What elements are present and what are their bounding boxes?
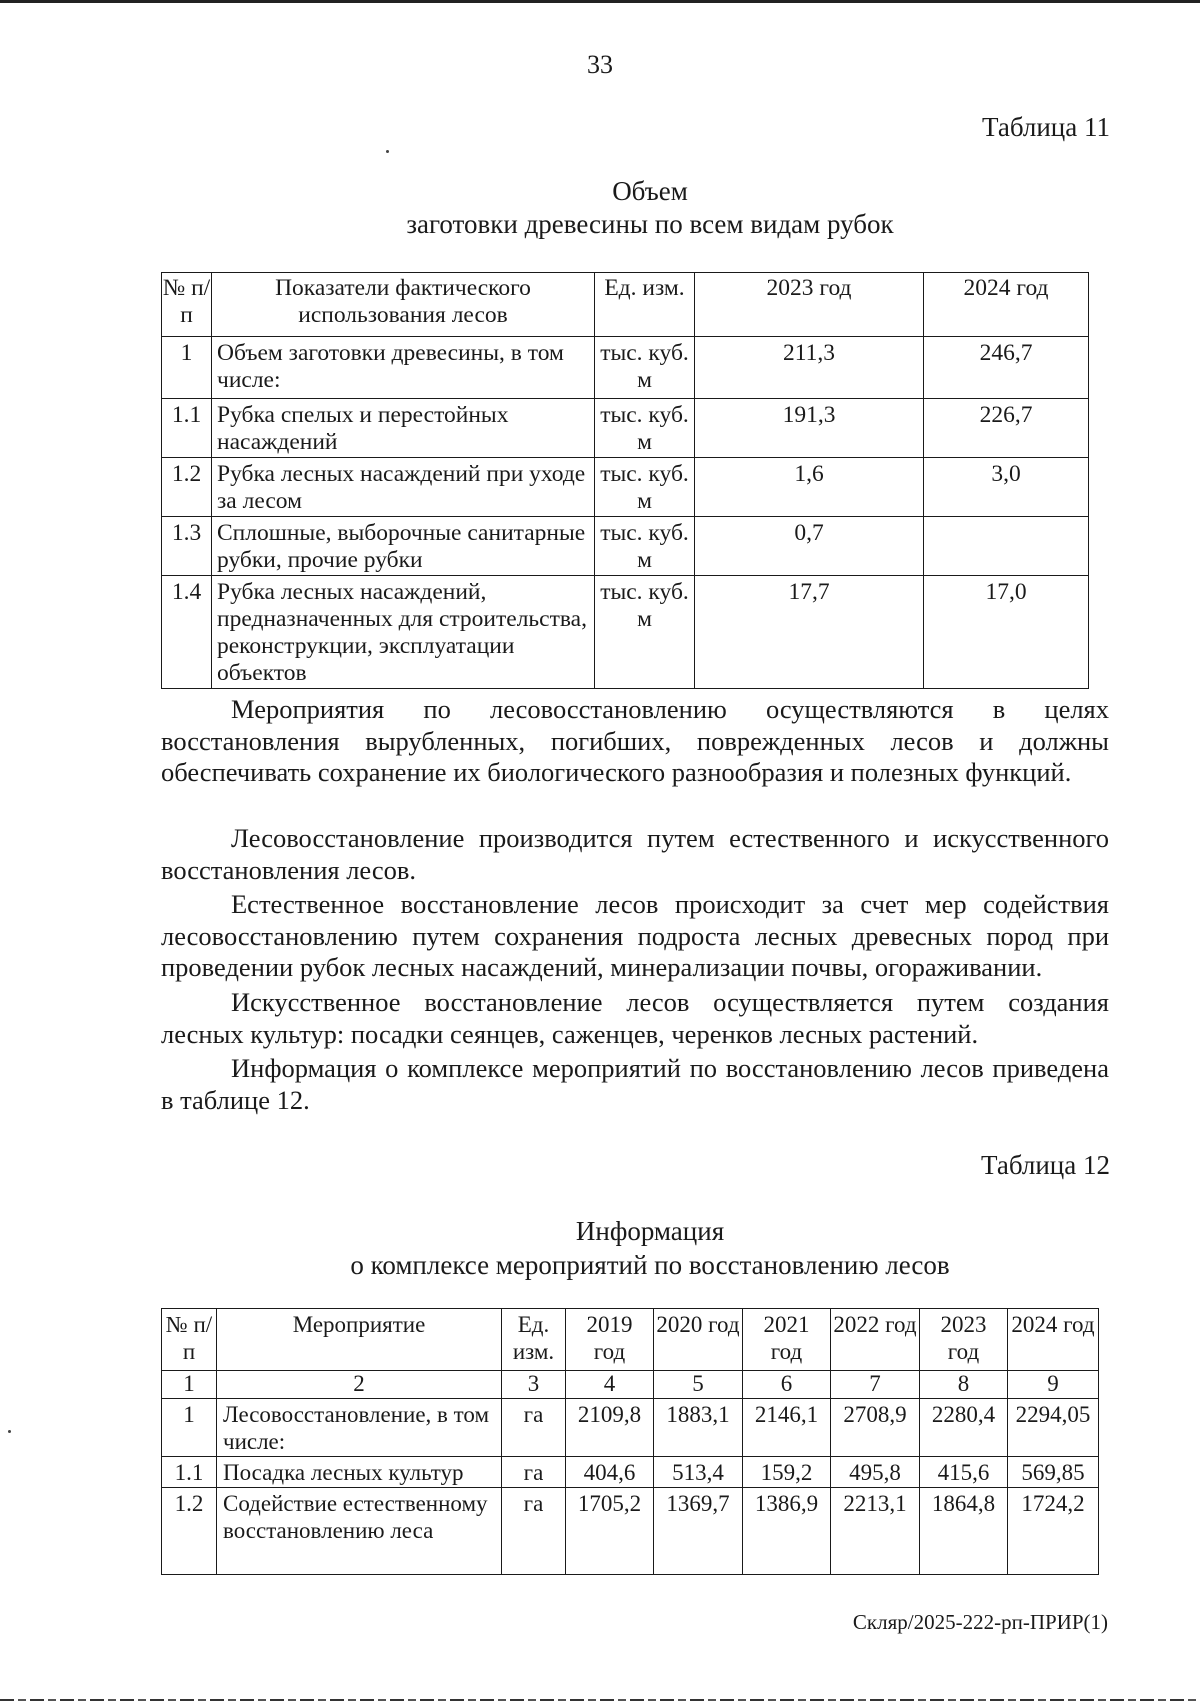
table-row <box>162 1399 1099 1457</box>
row-unit: тыс. куб. м <box>595 576 695 689</box>
paragraph-natural-restoration <box>161 889 1109 984</box>
document-code: Скляр/2025-222-рп-ПРИР(1) <box>852 1610 1108 1634</box>
table11 <box>161 272 1089 689</box>
table12-header-2022: 2022 год <box>831 1309 920 1371</box>
row-name: Лесовосстановление, в том числе: <box>217 1399 502 1457</box>
table-row <box>162 337 1089 399</box>
table11-title-line1: Объем <box>612 176 688 206</box>
row-value-2024 <box>924 517 1089 576</box>
row-name: Посадка лесных культур <box>217 1457 502 1488</box>
row-num: 1 <box>162 1399 217 1457</box>
row-unit: тыс. куб. м <box>595 399 695 458</box>
paragraph-reforestation-goals <box>161 694 1109 789</box>
paragraph-text: Мероприятия по лесовосстановлению осуществляются в целях восстановления вырубленных, погибших, поврежденных лесов и должны обеспечивать сохранение их биологического разнообразия и полезных функций. <box>161 694 1109 787</box>
table11-header-row <box>162 273 1089 337</box>
row-num: 1.1 <box>162 1457 217 1488</box>
table12 <box>161 1308 1099 1575</box>
row-unit: га <box>502 1457 566 1488</box>
index-cell: 1 <box>162 1371 217 1399</box>
page-number: 33 <box>587 50 613 79</box>
row-value-2020: 1369,7 <box>654 1488 743 1575</box>
table12-title-line1: Информация <box>575 1216 725 1246</box>
table12-caption: Таблица 12 <box>981 1150 1110 1180</box>
table-row <box>162 1457 1099 1488</box>
paragraph-text: Информация о комплексе мероприятий по восстановлению лесов приведена в таблице 12. <box>161 1053 1109 1115</box>
index-cell: 8 <box>920 1371 1008 1399</box>
table11-header-num: № п/п <box>162 273 212 337</box>
row-num: 1 <box>162 337 212 399</box>
index-cell: 6 <box>743 1371 831 1399</box>
row-name: Рубка лесных насаждений при уходе за лесом <box>212 458 595 517</box>
table-row <box>162 458 1089 517</box>
table-row <box>162 399 1089 458</box>
row-value-2023: 1864,8 <box>920 1488 1008 1575</box>
row-value-2022: 2708,9 <box>831 1399 920 1457</box>
row-num: 1.2 <box>162 1488 217 1575</box>
row-value-2022: 495,8 <box>831 1457 920 1488</box>
table11-header-2024: 2024 год <box>924 273 1089 337</box>
row-value-2023: 415,6 <box>920 1457 1008 1488</box>
table12-header-num: № п/п <box>162 1309 217 1371</box>
scan-speck <box>386 150 389 153</box>
row-num: 1.4 <box>162 576 212 689</box>
row-value-2023: 211,3 <box>695 337 924 399</box>
row-name: Рубка лесных насаждений, предназначенных для строительства, реконструкции, эксплуатации объектов <box>212 576 595 689</box>
row-value-2023: 2280,4 <box>920 1399 1008 1457</box>
table12-header-unit: Ед. изм. <box>502 1309 566 1371</box>
row-value-2020: 1883,1 <box>654 1399 743 1457</box>
scan-top-edge <box>0 0 1200 3</box>
row-name: Объем заготовки древесины, в том числе: <box>212 337 595 399</box>
row-num: 1.2 <box>162 458 212 517</box>
table11-caption: Таблица 11 <box>982 112 1110 142</box>
row-value-2019: 2109,8 <box>566 1399 654 1457</box>
row-value-2023: 191,3 <box>695 399 924 458</box>
table12-title-line2: о комплексе мероприятий по восстановлению лесов <box>350 1250 950 1280</box>
row-value-2021: 2146,1 <box>743 1399 831 1457</box>
scan-speck <box>8 1430 11 1433</box>
paragraph-reforestation-methods <box>161 823 1109 886</box>
table-row <box>162 517 1089 576</box>
index-cell: 7 <box>831 1371 920 1399</box>
paragraph-text: Искусственное восстановление лесов осуществляется путем создания лесных культур: посадки сеянцев, саженцев, черенков лесных растений. <box>161 987 1109 1049</box>
table11-header-unit: Ед. изм. <box>595 273 695 337</box>
row-value-2021: 159,2 <box>743 1457 831 1488</box>
row-value-2020: 513,4 <box>654 1457 743 1488</box>
row-value-2021: 1386,9 <box>743 1488 831 1575</box>
table11-header-2023: 2023 год <box>695 273 924 337</box>
index-cell: 4 <box>566 1371 654 1399</box>
row-num: 1.3 <box>162 517 212 576</box>
row-value-2024: 2294,05 <box>1008 1399 1099 1457</box>
row-unit: тыс. куб. м <box>595 337 695 399</box>
row-unit: тыс. куб. м <box>595 458 695 517</box>
table-row <box>162 1488 1099 1575</box>
paragraph-table12-reference <box>161 1053 1109 1116</box>
row-value-2023: 17,7 <box>695 576 924 689</box>
index-cell: 3 <box>502 1371 566 1399</box>
row-value-2024: 246,7 <box>924 337 1089 399</box>
table12-index-row <box>162 1371 1099 1399</box>
row-value-2023: 1,6 <box>695 458 924 517</box>
row-value-2024: 569,85 <box>1008 1457 1099 1488</box>
row-value-2019: 404,6 <box>566 1457 654 1488</box>
table12-header-2020: 2020 год <box>654 1309 743 1371</box>
paragraph-artificial-restoration <box>161 987 1109 1050</box>
table12-header-measure: Мероприятие <box>217 1309 502 1371</box>
index-cell: 2 <box>217 1371 502 1399</box>
row-unit: га <box>502 1399 566 1457</box>
row-value-2022: 2213,1 <box>831 1488 920 1575</box>
table12-header-row <box>162 1309 1099 1371</box>
row-value-2023: 0,7 <box>695 517 924 576</box>
row-value-2024: 1724,2 <box>1008 1488 1099 1575</box>
row-name: Сплошные, выборочные санитарные рубки, прочие рубки <box>212 517 595 576</box>
index-cell: 9 <box>1008 1371 1099 1399</box>
scan-bottom-edge <box>0 1699 1200 1701</box>
table-row <box>162 576 1089 689</box>
row-value-2024: 226,7 <box>924 399 1089 458</box>
paragraph-text: Лесовосстановление производится путем естественного и искусственного восстановления лесов. <box>161 823 1109 885</box>
row-unit: тыс. куб. м <box>595 517 695 576</box>
table12-header-2021: 2021 год <box>743 1309 831 1371</box>
table12-header-2024: 2024 год <box>1008 1309 1099 1371</box>
row-value-2024: 17,0 <box>924 576 1089 689</box>
table11-title-line2: заготовки древесины по всем видам рубок <box>406 209 894 239</box>
index-cell: 5 <box>654 1371 743 1399</box>
table12-header-2023: 2023 год <box>920 1309 1008 1371</box>
paragraph-text: Естественное восстановление лесов происходит за счет мер содействия лесовосстановлению путем сохранения подроста лесных древесных пород при проведении рубок лесных насаждений, минерализации почвы, огораживании. <box>161 889 1109 982</box>
table11-header-indicator: Показатели фактического использования лесов <box>212 273 595 337</box>
row-value-2019: 1705,2 <box>566 1488 654 1575</box>
row-name: Содействие естественному восстановлению леса <box>217 1488 502 1575</box>
row-name: Рубка спелых и перестойных насаждений <box>212 399 595 458</box>
row-num: 1.1 <box>162 399 212 458</box>
row-unit: га <box>502 1488 566 1575</box>
table12-header-2019: 2019 год <box>566 1309 654 1371</box>
row-value-2024: 3,0 <box>924 458 1089 517</box>
